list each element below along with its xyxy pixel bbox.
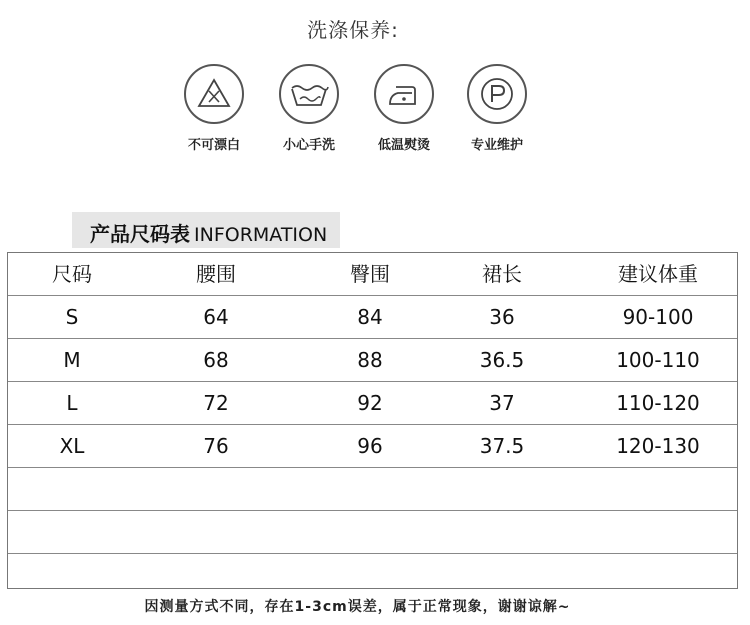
cell-waist: 64 [203, 305, 229, 329]
care-item-hand-wash [264, 64, 354, 153]
cell-size: S [65, 305, 79, 329]
table-title [90, 218, 327, 247]
care-item-dry-clean [452, 64, 542, 153]
header-waist: 腰围 [196, 262, 236, 286]
cell-weight: 120-130 [616, 434, 700, 458]
dry-clean-p-icon [467, 64, 527, 124]
cell-hip: 92 [357, 391, 383, 415]
cell-skirt-length: 37.5 [479, 434, 525, 458]
cell-waist: 76 [203, 434, 229, 458]
hand-wash-icon [279, 64, 339, 124]
care-label: 不可漂白 [187, 138, 240, 153]
header-weight: 建议体重 [618, 262, 698, 286]
care-item-low-iron [359, 64, 449, 153]
care-label: 低温熨烫 [377, 138, 430, 153]
table-row-empty [8, 468, 737, 511]
cell-weight: 100-110 [616, 348, 700, 372]
cell-size: L [66, 391, 78, 415]
cell-hip: 96 [357, 434, 383, 458]
care-title: 洗涤保养: [307, 18, 399, 42]
cell-hip: 84 [357, 305, 383, 329]
care-label: 小心手洗 [282, 138, 335, 153]
table-title-en: INFORMATION [194, 224, 328, 246]
table-row-empty [8, 554, 737, 588]
table-row [8, 296, 737, 339]
header-skirt-length: 裙长 [482, 262, 522, 286]
cell-skirt-length: 37 [489, 391, 515, 415]
header-size: 尺码 [52, 262, 92, 286]
table-row-empty [8, 511, 737, 554]
footer-note: 因测量方式不同，存在1-3cm误差，属于正常现象，谢谢谅解~ [144, 599, 571, 615]
header-hip: 臀围 [350, 262, 390, 286]
no-bleach-icon [184, 64, 244, 124]
cell-size: M [63, 348, 81, 372]
care-item-no-bleach [169, 64, 259, 153]
table-title-cn: 产品尺码表 [90, 222, 190, 246]
cell-size: XL [59, 434, 85, 458]
care-label: 专业维护 [470, 138, 523, 153]
table-row [8, 425, 737, 468]
cell-weight: 110-120 [616, 391, 700, 415]
cell-waist: 68 [203, 348, 229, 372]
size-table [7, 252, 738, 589]
cell-skirt-length: 36.5 [479, 348, 525, 372]
cell-weight: 90-100 [622, 305, 694, 329]
cell-hip: 88 [357, 348, 383, 372]
table-header-row [8, 253, 737, 296]
cell-waist: 72 [203, 391, 229, 415]
table-row [8, 339, 737, 382]
cell-skirt-length: 36 [489, 305, 515, 329]
low-iron-icon [374, 64, 434, 124]
table-row [8, 382, 737, 425]
